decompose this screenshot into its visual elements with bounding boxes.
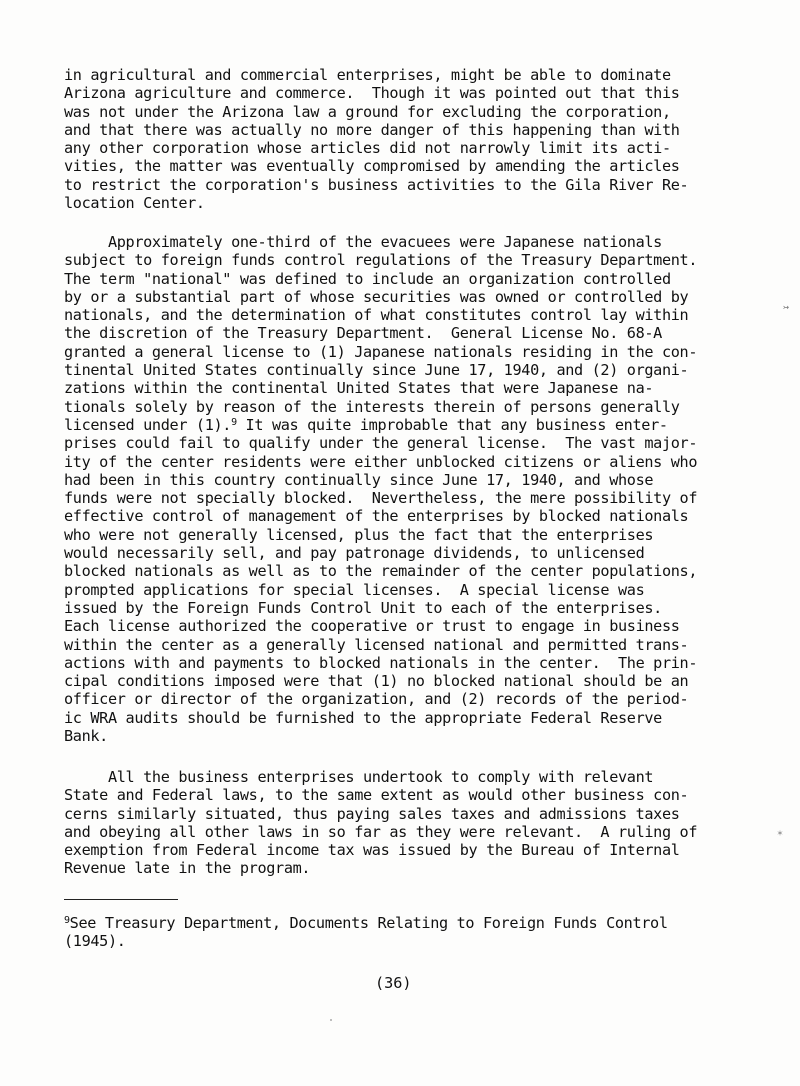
text-line [64,786,744,804]
footnote-divider [64,899,178,900]
line-text: nationals, and the determination of what constitutes control lay within [64,306,689,325]
text-line [64,121,744,139]
text-line [64,841,744,859]
line-text: location Center. [64,194,205,213]
line-text: tionals solely by reason of the interests therein of persons generally [64,397,680,416]
text-line [64,709,744,727]
line-text: prompted applications for special licenses. A special license was [64,580,645,599]
line-text: the discretion of the Treasury Department. General License No. 68-A [64,324,662,343]
line-text: Bank. [64,727,108,746]
line-text: vities, the matter was eventually compromised by amending the articles [64,157,680,176]
text-line [64,103,744,121]
text-line [64,768,744,786]
margin-scan-mark: ↣ [783,302,790,313]
line-text: to restrict the corporation's business activities to the Gila River Re- [64,175,689,194]
text-line [64,379,744,397]
line-text: and that there was actually no more danger of this happening than with [64,120,680,139]
text-line [64,343,744,361]
text-line [64,471,744,489]
line-text: Arizona agriculture and commerce. Though it was pointed out that this [64,84,680,103]
line-text: Each license authorized the cooperative or trust to engage in business [64,617,680,636]
line-text: actions with and payments to blocked nationals in the center. The prin- [64,653,698,672]
paragraph-treasury-licensing [64,233,744,745]
text-line [64,654,744,672]
text-line [64,416,744,434]
line-text: issued by the Foreign Funds Control Unit to each of the enterprises. [64,598,662,617]
line-text: All the business enterprises undertook to comply with relevant [64,768,654,786]
text-line [64,66,744,84]
line-text: blocked nationals as well as to the remainder of the center populations, [64,562,698,581]
line-text: cipal conditions imposed were that (1) no blocked national should be an [64,672,689,691]
text-line [64,507,744,525]
line-text: in agricultural and commercial enterprises, might be able to dominate [64,66,671,84]
text-line [64,176,744,194]
text-line [64,636,744,654]
line-text: granted a general license to (1) Japanese nationals residing in the con- [64,342,698,361]
footnote-marker: 9 [64,915,70,926]
line-text: State and Federal laws, to the same extent as would other business con- [64,786,689,805]
text-line [64,599,744,617]
line-text: prises could fail to qualify under the general license. The vast major- [64,434,698,453]
text-line [64,859,744,877]
line-text: ic WRA audits should be furnished to the appropriate Federal Reserve [64,708,662,727]
text-line [64,324,744,342]
text-line [64,727,744,745]
footnote-text: See Treasury Department, Documents Relating to Foreign Funds Control [69,914,668,932]
page-number: (36) [375,974,412,992]
text-line [64,139,744,157]
line-text: funds were not specially blocked. Nevertheless, the mere possibility of [64,489,698,508]
footnote-reference[interactable]: 9 [231,416,237,428]
text-line [64,489,744,507]
text-line [64,672,744,690]
text-line [64,361,744,379]
paragraph-continuation [64,66,744,212]
line-text: exemption from Federal income tax was issued by the Bureau of Internal [64,841,680,860]
line-text: cerns similarly situated, thus paying sales taxes and admissions taxes [64,804,680,823]
text-line [64,434,744,452]
text-line [64,157,744,175]
line-text: subject to foreign funds control regulations of the Treasury Department. [64,251,698,270]
line-text: Revenue late in the program. [64,859,311,878]
text-line [64,617,744,635]
text-line [64,194,744,212]
text-line [64,581,744,599]
line-text: effective control of management of the enterprises by blocked nationals [64,507,689,526]
text-line [64,84,744,102]
footnote-line [64,914,744,932]
line-text: officer or director of the organization, and (2) records of the period- [64,690,689,709]
text-line [64,526,744,544]
line-text: had been in this country continually since June 17, 1940, and whose [64,470,654,489]
line-text: who were not generally licensed, plus the fact that the enterprises [64,525,654,544]
text-line [64,398,744,416]
text-line [64,805,744,823]
line-text: The term "national" was defined to include an organization controlled [64,269,671,288]
line-text: and obeying all other laws in so far as they were relevant. A ruling of [64,822,698,841]
line-text: would necessarily sell, and pay patronage dividends, to unlicensed [64,544,645,563]
text-line [64,233,744,251]
margin-scan-mark: ✶ [777,828,784,839]
text-line [64,306,744,324]
line-text: was not under the Arizona law a ground for excluding the corporation, [64,102,671,121]
text-line [64,453,744,471]
scan-speck [330,1019,332,1021]
line-text: by or a substantial part of whose securities was owned or controlled by [64,287,689,306]
text-line [64,288,744,306]
text-line [64,562,744,580]
footnote-line: (1945). [64,932,126,951]
footnote [64,914,744,951]
line-text: tinental United States continually since June 17, 1940, and (2) organi- [64,361,689,380]
line-text-continuation: It was quite improbable that any business enter- [236,415,668,434]
paragraph-compliance [64,768,744,878]
line-text: Approximately one-third of the evacuees were Japanese nationals [64,233,662,251]
line-text: licensed under (1). [64,415,232,434]
line-text: within the center as a generally licensed national and permitted trans- [64,635,689,654]
text-line [64,270,744,288]
text-line [64,823,744,841]
line-text: ity of the center residents were either unblocked citizens or aliens who [64,452,698,471]
text-line [64,690,744,708]
text-line [64,251,744,269]
text-line [64,544,744,562]
line-text: any other corporation whose articles did not narrowly limit its acti- [64,139,671,158]
line-text: zations within the continental United States that were Japanese na- [64,379,654,398]
